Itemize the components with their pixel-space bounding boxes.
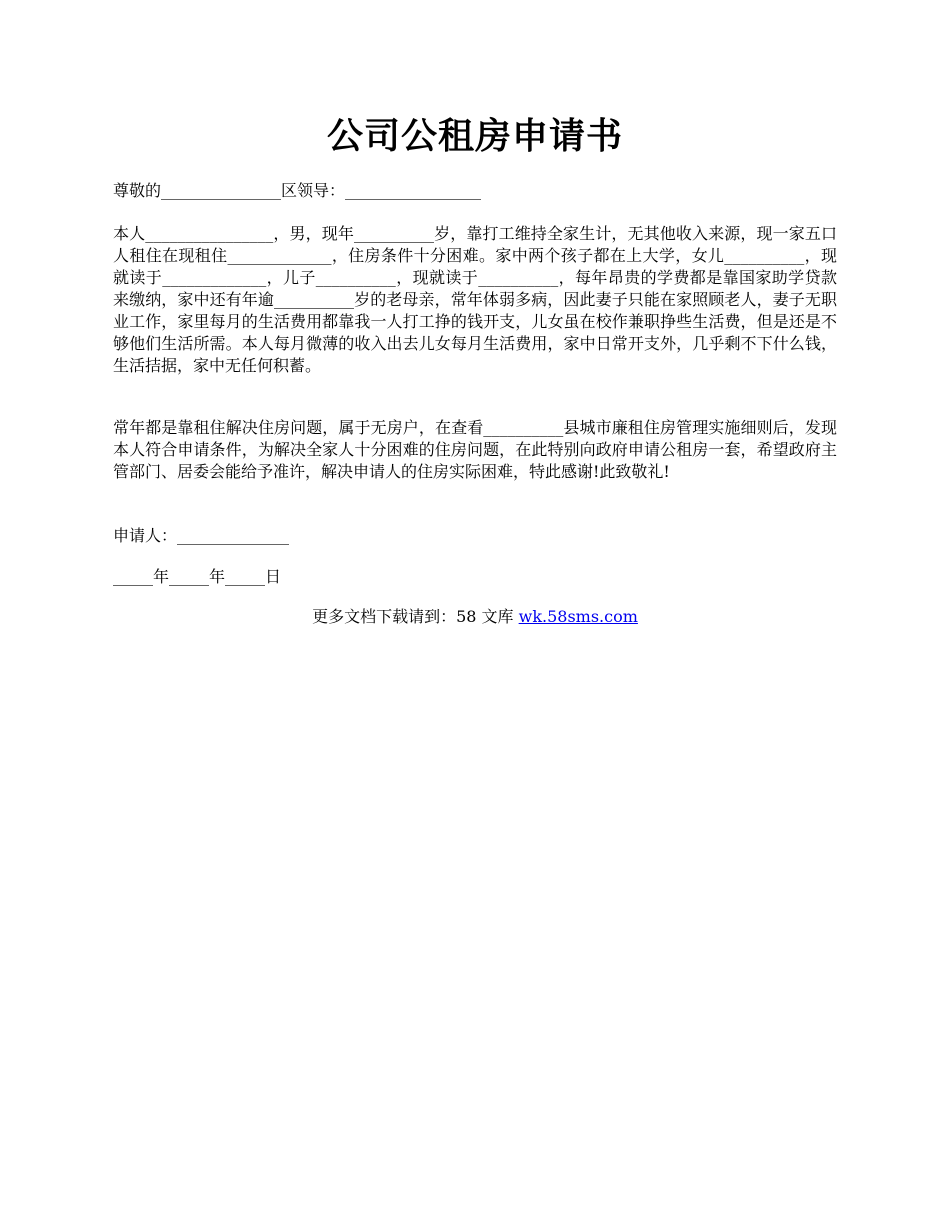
download-footer	[113, 606, 837, 628]
document-title: 公司公租房申请书	[326, 115, 623, 157]
footer-text: 更多文档下载请到：58 文库	[312, 607, 519, 626]
body-paragraph-2: 常年都是靠租住解决住房问题，属于无房户，在查看__________县城市廉租住房管理实施细则后，发现本人符合申请条件，为解决全家人十分困难的住房问题，在此特别向政府申请公租房一套，希望政府主管部门、居委会能给予准许，解决申请人的住房实际困难，特此感谢!此致敬礼!	[113, 418, 837, 481]
applicant-line: 申请人：______________	[113, 526, 290, 545]
footer-link[interactable]: wk.58sms.com	[518, 607, 638, 626]
date-line: _____年_____年_____日	[113, 567, 282, 586]
salutation: 尊敬的_______________区领导：_________________	[113, 181, 482, 200]
body-paragraph-1: 本人________________，男，现年__________岁，靠打工维持全家生计，无其他收入来源，现一家五口人租住在现租住_____________，住房条件十分困难。家中两个孩子都在上大学，女儿__________，现就读于_____________，儿子__________，现就读于__________，每年昂贵的学费都是靠国家助学贷款来缴纳，家中还有年逾__________岁的老母亲，常年体弱多病，因此妻子只能在家照顾老人，妻子无职业工作，家里每月的生活费用都靠我一人打工挣的钱开支，儿女虽在校作兼职挣些生活费，但是还是不够他们生活所需。本人每月微薄的收入出去儿女每月生活费用，家中日常开支外，几乎剩不下什么钱，生活拮据，家中无任何积蓄。	[113, 224, 837, 375]
